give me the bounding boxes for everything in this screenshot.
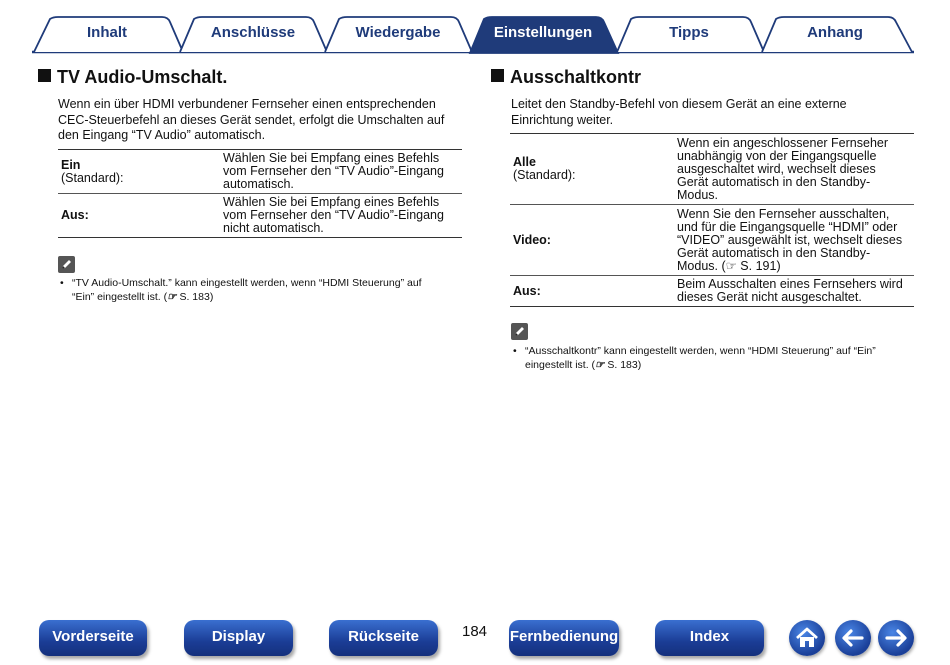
section-title-ausschaltkontr: Ausschaltkontr [491,67,641,88]
option-name: Ein [61,157,81,172]
option-name: Aus: [61,208,89,222]
table-row: Aus: Wählen Sie bei Empfang eines Befehls vom Fernseher den “TV Audio”-Eingang nicht automatisch. [58,194,462,238]
tab-anschluesse[interactable]: Anschlüsse [210,24,296,41]
fernbedienung-button[interactable]: Fernbedienung [509,620,619,656]
section-intro-tv-audio: Wenn ein über HDMI verbundener Fernseher einen entsprechenden CEC-Steuerbefehl an dieses Gerät sendet, erfolgt die Umschalten auf den Eingang “TV Audio” automatisch. [58,97,445,142]
tab-anhang[interactable]: Anhang [807,24,863,41]
tab-tipps[interactable]: Tipps [669,24,709,41]
table-row: Aus: Beim Ausschalten eines Fernsehers wird dieses Gerät nicht ausgeschaltet. [510,276,914,307]
table-row: Video: Wenn Sie den Fernseher ausschalten, und für die Eingangsquelle “HDMI” oder “VIDEO” ausgewählt ist, wechselt dieses Gerät automatisch in den Standby- Modus. (☞ S. 191) [510,205,914,276]
back-arrow-icon[interactable] [835,620,871,656]
square-bullet-icon [38,69,51,82]
option-name: Video: [513,232,551,247]
tab-wiedergabe[interactable]: Wiedergabe [355,24,441,41]
tab-inhalt[interactable]: Inhalt [87,24,127,41]
square-bullet-icon [491,69,504,82]
options-table-ausschaltkontr [510,133,914,307]
rueckseite-button[interactable]: Rückseite [329,620,438,656]
option-sub: (Standard): [61,170,124,185]
vorderseite-button[interactable]: Vorderseite [39,620,147,656]
tab-einstellungen[interactable]: Einstellungen [493,24,593,41]
table-row: Alle (Standard): Wenn ein angeschlossener Fernseher unabhängig von der Eingangsquelle ausgeschaltet wird, wechselt dieses Gerät automatisch in den Standby- Modus. [510,134,914,205]
page-ref-icon[interactable]: ☞ [595,359,605,371]
note-tv-audio: • “TV Audio-Umschalt.” kann eingestellt werden, wenn “HDMI Steuerung” auf “Ein” eingestellt ist. (☞ S. 183) [60,277,422,303]
page-ref-icon[interactable]: ☞ [167,291,177,303]
index-button[interactable]: Index [655,620,764,656]
section-title-tv-audio: TV Audio-Umschalt. [38,67,227,88]
option-name: Aus: [513,283,541,298]
options-table-tv-audio [58,149,462,238]
option-name: Alle [513,155,536,169]
home-icon[interactable] [789,620,825,656]
display-button[interactable]: Display [184,620,293,656]
pencil-icon [511,323,528,340]
tab-bar [0,0,950,56]
table-row: Ein (Standard): Wählen Sie bei Empfang eines Befehls vom Fernseher den “TV Audio”-Eingang automatisch. [58,150,462,194]
note-ausschaltkontr: • “Ausschaltkontr” kann eingestellt werden, wenn “HDMI Steuerung” auf “Ein” eingestellt ist. (☞ S. 183) [513,345,876,371]
pencil-icon [58,256,75,273]
section-intro-ausschaltkontr: Leitet den Standby-Befehl von diesem Gerät an eine externe Einrichtung weiter. [511,97,847,127]
page-number: 184 [462,623,488,640]
forward-arrow-icon[interactable] [878,620,914,656]
option-sub: (Standard): [513,168,576,182]
